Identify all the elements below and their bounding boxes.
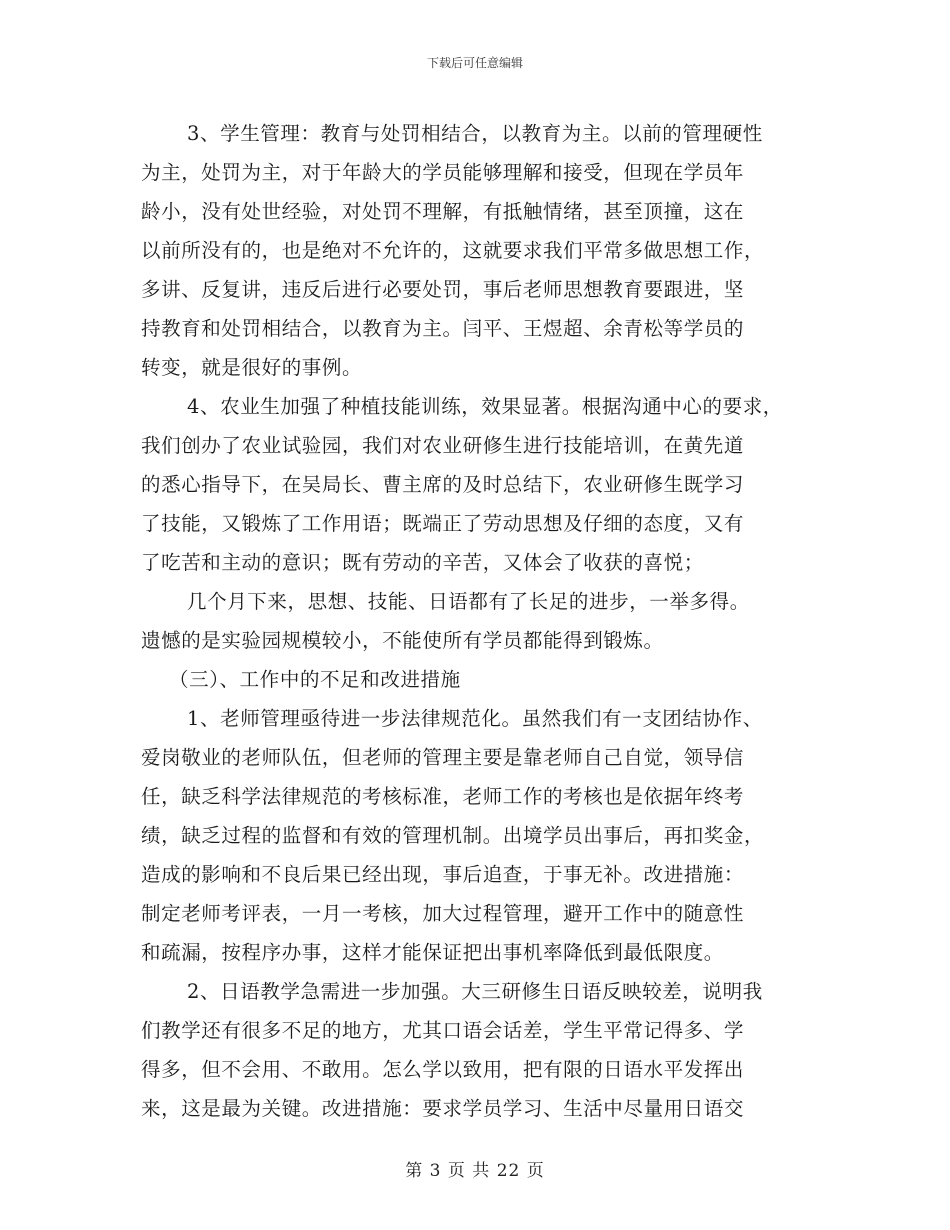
page-number: 第 3 页 共 22 页	[405, 1161, 545, 1181]
paragraph-line: 的悉心指导下，在吴局长、曹主席的及时总结下，农业研修生既学习	[141, 473, 745, 496]
paragraph-line: 制定老师考评表，一月一考核，加大过程管理，避开工作中的随意性	[141, 902, 745, 925]
paragraph-line: 转变，就是很好的事例。	[141, 356, 363, 379]
paragraph-line: 多讲、反复讲，违反后进行必要处罚，事后老师思想教育要跟进，坚	[141, 278, 745, 301]
paragraph-line: 4、农业生加强了种植技能训练，效果显著。根据沟通中心的要求，	[187, 395, 783, 418]
document-body	[141, 114, 831, 1128]
page-header-note: 下载后可任意编辑	[426, 56, 523, 70]
paragraph-line: 龄小，没有处世经验，对处罚不理解，有抵触情绪，甚至顶撞，这在	[141, 200, 745, 223]
paragraph-line: 1、老师管理亟待进一步法律规范化。虽然我们有一支团结协作、	[187, 707, 763, 730]
paragraph-line: 了技能，又锻炼了工作用语；既端正了劳动思想及仔细的态度，又有	[141, 512, 745, 535]
section-heading: （三）、工作中的不足和改进措施	[169, 668, 461, 691]
paragraph-line: 3、学生管理：教育与处罚相结合，以教育为主。以前的管理硬性	[187, 122, 763, 145]
paragraph-line: 2、日语教学急需进一步加强。大三研修生日语反映较差，说明我	[187, 980, 763, 1003]
paragraph-line: 造成的影响和不良后果已经出现，事后追查，于事无补。改进措施：	[141, 863, 745, 886]
paragraph-line: 爱岗敬业的老师队伍，但老师的管理主要是靠老师自己自觉，领导信	[141, 746, 745, 769]
paragraph-line: 们教学还有很多不足的地方，尤其口语会话差，学生平常记得多、学	[141, 1019, 745, 1042]
paragraph-line: 我们创办了农业试验园，我们对农业研修生进行技能培训，在黄先道	[141, 434, 745, 457]
paragraph-line: 来，这是最为关键。改进措施：要求学员学习、生活中尽量用日语交	[141, 1097, 745, 1120]
paragraph-line: 持教育和处罚相结合，以教育为主。闫平、王煜超、余青松等学员的	[141, 317, 745, 340]
paragraph-line: 遗憾的是实验园规模较小，不能使所有学员都能得到锻炼。	[141, 629, 664, 652]
paragraph-line: 了吃苦和主动的意识；既有劳动的辛苦，又体会了收获的喜悦；	[141, 551, 704, 574]
paragraph-line: 得多，但不会用、不敢用。怎么学以致用，把有限的日语水平发挥出	[141, 1058, 745, 1081]
paragraph-line: 以前所没有的，也是绝对不允许的，这就要求我们平常多做思想工作，	[141, 239, 765, 262]
paragraph-line: 为主，处罚为主，对于年龄大的学员能够理解和接受，但现在学员年	[141, 161, 745, 184]
paragraph-line: 几个月下来，思想、技能、日语都有了长足的进步，一举多得。	[187, 590, 750, 613]
paragraph-line: 和疏漏，按程序办事，这样才能保证把出事机率降低到最低限度。	[141, 941, 724, 964]
paragraph-line: 任，缺乏科学法律规范的考核标准，老师工作的考核也是依据年终考	[141, 785, 745, 808]
paragraph-line: 绩，缺乏过程的监督和有效的管理机制。出境学员出事后，再扣奖金，	[141, 824, 765, 847]
